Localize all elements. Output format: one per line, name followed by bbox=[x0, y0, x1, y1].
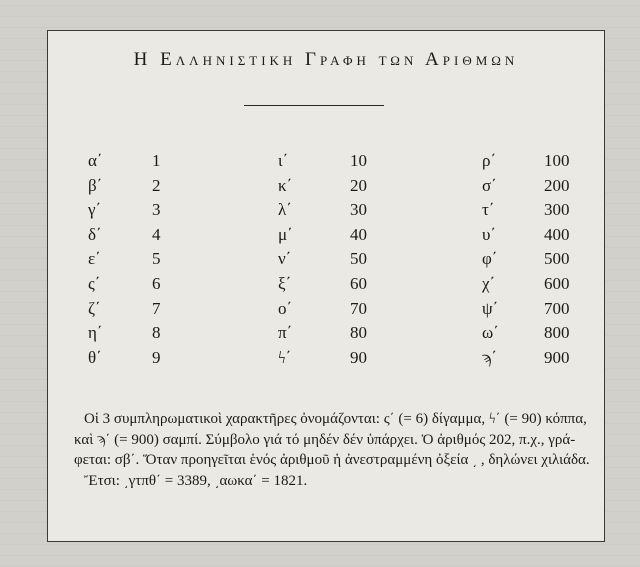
greek-numeral: ρ΄ bbox=[482, 151, 497, 170]
greek-numeral: ϡ΄ bbox=[482, 347, 498, 367]
arabic-value: 500 bbox=[544, 249, 570, 269]
arabic-value: 70 bbox=[350, 298, 367, 318]
panel-title: Η Ελληνιστικη Γραφη των Αριθμων bbox=[133, 49, 519, 70]
arabic-value: 50 bbox=[350, 249, 367, 269]
arabic-value: 400 bbox=[544, 224, 570, 244]
greek-numeral: π΄ bbox=[278, 323, 293, 343]
greek-numeral: ω΄ bbox=[482, 323, 499, 343]
arabic-value: 700 bbox=[544, 298, 570, 318]
numeral-row bbox=[88, 274, 568, 298]
numeral-row bbox=[88, 151, 568, 175]
arabic-value: 2 bbox=[152, 175, 161, 195]
numeral-row bbox=[88, 225, 568, 249]
greek-numeral: φ΄ bbox=[482, 249, 498, 269]
arabic-value: 6 bbox=[152, 274, 161, 293]
arabic-value: 20 bbox=[350, 175, 367, 195]
numeral-row bbox=[88, 176, 568, 200]
greek-numeral: ζ΄ bbox=[88, 298, 101, 318]
note-line-4: Ἔτσι: ͵γτπθ΄ = 3389, ͵αωκα΄ = 1821. bbox=[84, 472, 308, 489]
arabic-value: 9 bbox=[152, 347, 161, 367]
arabic-value: 10 bbox=[350, 151, 367, 170]
arabic-value: 8 bbox=[152, 323, 161, 343]
arabic-value: 7 bbox=[152, 298, 161, 318]
greek-numeral: ς΄ bbox=[88, 274, 101, 293]
arabic-value: 300 bbox=[544, 200, 570, 220]
arabic-value: 4 bbox=[152, 224, 161, 244]
arabic-value: 3 bbox=[152, 200, 161, 220]
arabic-value: 90 bbox=[350, 347, 367, 367]
greek-numeral: ψ΄ bbox=[482, 298, 499, 318]
greek-numeral: χ΄ bbox=[482, 274, 496, 293]
greek-numeral: μ΄ bbox=[278, 224, 293, 244]
greek-numeral: ο΄ bbox=[278, 298, 293, 318]
arabic-value: 200 bbox=[544, 175, 570, 195]
greek-numeral: θ΄ bbox=[88, 347, 102, 367]
arabic-value: 100 bbox=[544, 151, 570, 170]
greek-numeral: ι΄ bbox=[278, 151, 289, 170]
arabic-value: 5 bbox=[152, 249, 161, 269]
greek-numeral: ξ΄ bbox=[278, 274, 292, 293]
greek-numeral: α΄ bbox=[88, 151, 103, 170]
greek-numeral: τ΄ bbox=[482, 200, 495, 220]
arabic-value: 800 bbox=[544, 323, 570, 343]
greek-numeral: γ΄ bbox=[88, 200, 102, 220]
greek-numeral: κ΄ bbox=[278, 175, 293, 195]
numeral-row bbox=[88, 249, 568, 273]
greek-numeral: η΄ bbox=[88, 323, 103, 343]
numerals-panel bbox=[47, 30, 605, 542]
arabic-value: 900 bbox=[544, 347, 570, 367]
arabic-value: 600 bbox=[544, 274, 570, 293]
greek-numeral: λ΄ bbox=[278, 200, 292, 220]
greek-numeral: ϟ΄ bbox=[278, 347, 292, 367]
arabic-value: 40 bbox=[350, 224, 367, 244]
greek-numeral: ε΄ bbox=[88, 249, 101, 269]
numeral-row bbox=[88, 323, 568, 347]
greek-numeral: σ΄ bbox=[482, 175, 497, 195]
arabic-value: 80 bbox=[350, 323, 367, 343]
explanation-note bbox=[74, 409, 590, 491]
greek-numeral: υ΄ bbox=[482, 224, 497, 244]
numeral-row bbox=[88, 299, 568, 323]
numeral-row bbox=[88, 200, 568, 224]
greek-numeral: δ΄ bbox=[88, 224, 102, 244]
arabic-value: 30 bbox=[350, 200, 367, 220]
arabic-value: 60 bbox=[350, 274, 367, 293]
numeral-row bbox=[88, 348, 568, 372]
title-rule bbox=[244, 105, 384, 106]
arabic-value: 1 bbox=[152, 151, 161, 170]
note-line-2: καὶ ϡ΄ (= 900) σαμπί. Σύμβολο γιά τό μηδέν δέν ὑπάρχει. Ὁ ἀριθμός 202, π.χ., γρά- bbox=[74, 431, 576, 448]
greek-numeral: β΄ bbox=[88, 175, 103, 195]
note-line-3: φεται: σβ΄. Ὅταν προηγεῖται ἑνός ἀριθμοῦ ἡ ἀνεστραμμένη ὀξεία ͵ , δηλώνει χιλιάδα. bbox=[74, 452, 590, 468]
note-line-1: Οἱ 3 συμπληρωματικοὶ χαρακτῆρες ὀνομάζονται: ς΄ (= 6) δίγαμμα, ϟ΄ (= 90) κόππα, bbox=[84, 411, 587, 427]
greek-numeral: ν΄ bbox=[278, 249, 292, 269]
